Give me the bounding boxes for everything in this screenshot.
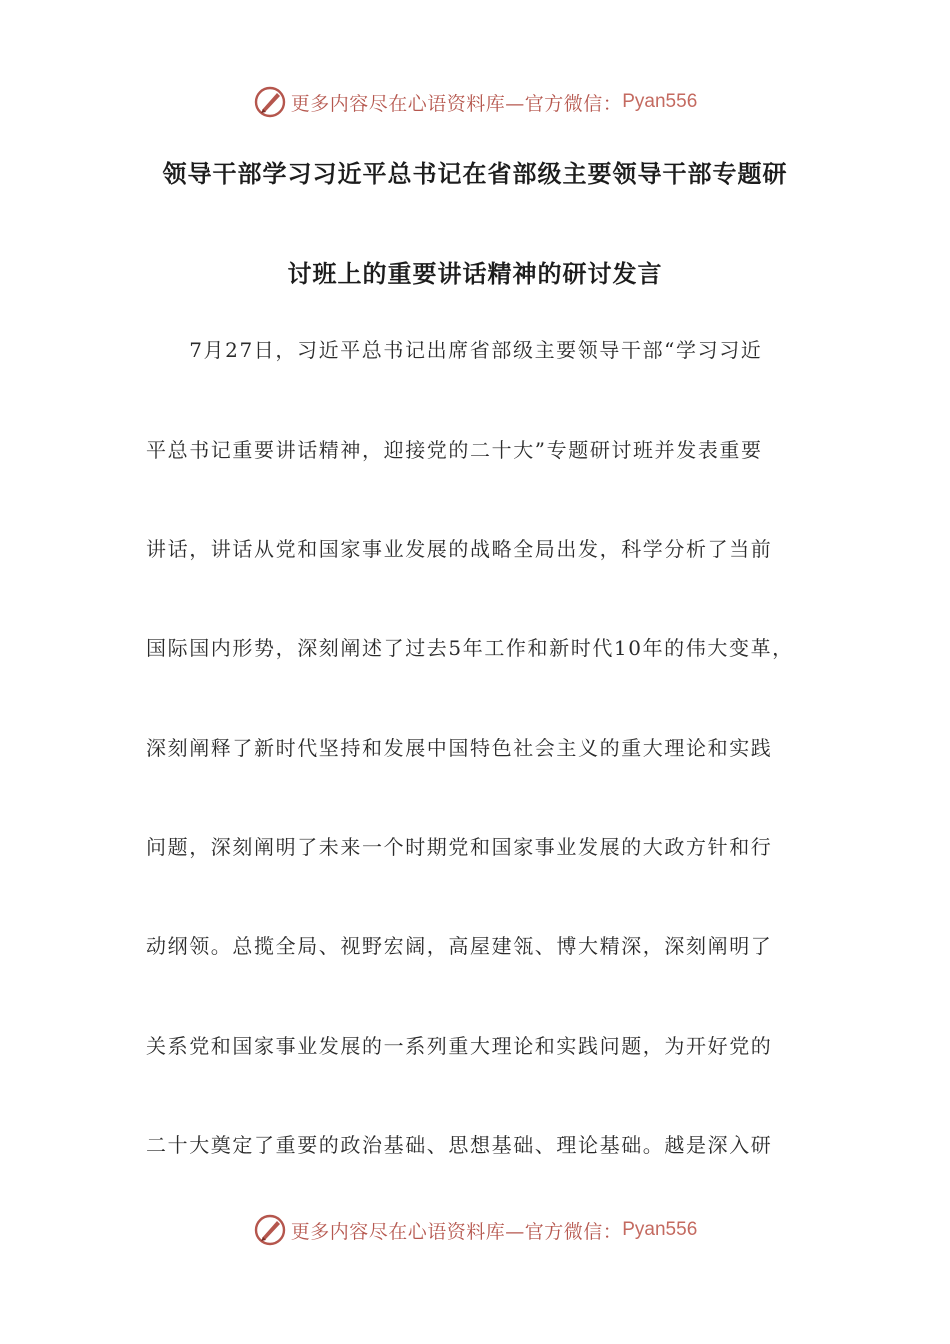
footer-banner bbox=[0, 1210, 950, 1250]
body-line-6: 问题，深刻阐明了未来一个时期党和国家事业发展的大政方针和行 bbox=[146, 835, 773, 859]
quill-logo-icon bbox=[253, 85, 287, 119]
document-title-line-1: 领导干部学习习近平总书记在省部级主要领导干部专题研 bbox=[162, 160, 788, 188]
wechat-id: Pyan556 bbox=[622, 1219, 698, 1240]
document-title-line-2: 讨班上的重要讲话精神的研讨发言 bbox=[287, 260, 663, 288]
body-line-8: 关系党和国家事业发展的一系列重大理论和实践问题，为开好党的 bbox=[146, 1034, 773, 1058]
banner-text: 更多内容尽在心语资料库—官方微信： bbox=[290, 1220, 623, 1243]
quill-logo-icon bbox=[253, 1213, 287, 1247]
body-line-3: 讲话，讲话从党和国家事业发展的战略全局出发，科学分析了当前 bbox=[146, 537, 773, 561]
header-banner bbox=[0, 82, 950, 122]
body-line-7: 动纲领。总揽全局、视野宏阔，高屋建瓴、博大精深，深刻阐明了 bbox=[146, 934, 773, 958]
body-line-9: 二十大奠定了重要的政治基础、思想基础、理论基础。越是深入研 bbox=[146, 1133, 773, 1157]
body-line-5: 深刻阐释了新时代坚持和发展中国特色社会主义的重大理论和实践 bbox=[146, 736, 773, 760]
body-line-2: 平总书记重要讲话精神，迎接党的二十大”专题研讨班并发表重要 bbox=[146, 438, 763, 462]
body-line-4: 国际国内形势，深刻阐述了过去5年工作和新时代10年的伟大变革， bbox=[146, 636, 794, 660]
banner-text: 更多内容尽在心语资料库—官方微信： bbox=[290, 92, 623, 115]
wechat-id: Pyan556 bbox=[622, 91, 698, 112]
body-line-1: 7月27日，习近平总书记出席省部级主要领导干部“学习习近 bbox=[146, 338, 763, 362]
